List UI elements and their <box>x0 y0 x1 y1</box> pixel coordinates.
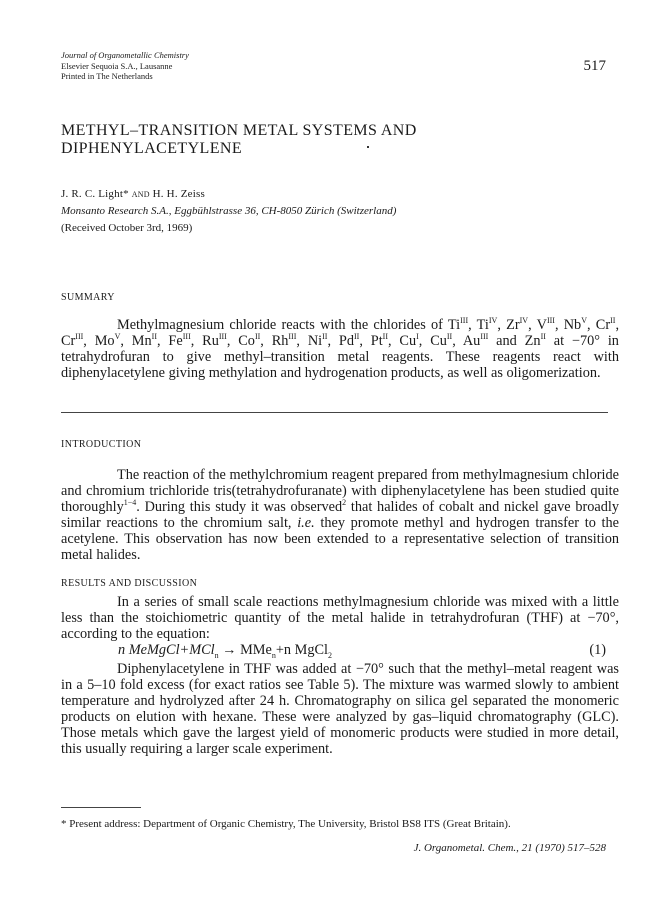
oxidation-state: III <box>75 332 84 342</box>
author-1: J. R. C. Light* <box>61 188 129 200</box>
journal-citation: J. Organometal. Chem., 21 (1970) 517–528 <box>413 842 606 854</box>
section-divider <box>61 412 608 413</box>
author-conjunction: and <box>131 188 150 200</box>
eq-arrow: → <box>218 642 241 658</box>
reference-2: 2 <box>342 498 347 508</box>
intro-text-a: The reaction of the methylchromium reagent prepared from methylmagnesium chloride and chromium trichloride tris(tetrahydrofuranate) with diphenylacetylene has been studied quite thoroughly <box>61 467 619 515</box>
journal-name: Journal of Organometallic Chemistry <box>61 50 189 60</box>
oxidation-state: II <box>446 332 453 342</box>
page-number: 517 <box>583 58 606 74</box>
summary-text: Methylmagnesium chloride reacts with the chlorides of $Ti^{III}$, $Ti^{IV}$, $Zr^{IV}$, $V^{III}$, $Nb^V$, $Cr^{II}$, $Cr^{III}$, $Mo^V$, $Mn^{II}$, $Fe^{III}$, $Ru^{III}$, $Co^{II}$, $Rh^{III}$, $Ni^{II}$, $Pd^{II}$, $Pt^{II}$, $Cu^I$, $Cu^{II}$, $Au^{III}$ and $Zn^{II}$ at −70° in tetrahydrofuran to give methyl–transition metal reagents. These reagents react with diphenylacetylene giving methylation and hydrogenation products, as well as oligomerization. <box>61 316 620 381</box>
results-text-1: In a series of small scale reactions methylmagnesium chloride was mixed with a little less than the stoichiometric quantity of the metal halide in tetrahydrofuran (THF) at −70°, according to the equation: <box>61 594 619 642</box>
equation-number: (1) <box>589 642 606 658</box>
author-2: H. H. Zeiss <box>152 188 205 200</box>
publisher: Elsevier Sequoia S.A., Lausanne <box>61 60 173 71</box>
affiliation: Monsanto Research S.A., Eggbühlstrasse 36, CH-8050 Zürich (Switzerland) <box>61 205 397 217</box>
introduction-paragraph <box>61 467 619 563</box>
oxidation-state: III <box>546 316 555 326</box>
oxidation-state: II <box>151 332 157 342</box>
oxidation-state: III <box>218 332 227 342</box>
oxidation-state: II <box>540 332 546 342</box>
oxidation-state: III <box>288 332 297 342</box>
oxidation-state: IV <box>488 316 498 326</box>
results-paragraph-2 <box>61 661 619 757</box>
speck-mark <box>367 146 369 148</box>
results-text-2: Diphenylacetylene in THF was added at −70° such that the methyl–metal reagent was in a 5–10 fold excess (for exact ratios see Table 5). The mixture was warmed slowly to ambient temperature and hydrolyzed after 24 h. Chromatography on silica gel separated the monomeric products on elution with hexane. These were analyzed by gas–liquid chromatography (GLC). Those metals which gave the largest yield of monomeric products were studied in more detail, this usually requiring a larger scale experiment. <box>61 661 619 757</box>
oxidation-state: II <box>353 332 360 342</box>
oxidation-state: V <box>581 316 587 326</box>
results-heading: RESULTS AND DISCUSSION <box>61 578 198 589</box>
article-title <box>61 122 621 158</box>
intro-text-b: . During this study it was observed <box>136 499 343 515</box>
oxidation-state: II <box>610 316 616 326</box>
journal-header <box>61 50 321 82</box>
equation-1 <box>118 642 332 659</box>
eq-sub-2: n <box>271 650 276 660</box>
summary-paragraph <box>61 317 619 381</box>
intro-text-d: they promote methyl and hydrogen transfer to the acetylene. This observation has now been extended to a representative selection of transition metal halides. <box>61 515 619 563</box>
oxidation-state: I <box>416 332 419 342</box>
oxidation-state: IV <box>519 316 529 326</box>
reference-1-4: 1−4 <box>123 498 137 508</box>
introduction-heading: INTRODUCTION <box>61 439 142 450</box>
intro-text-c: that halides of cobalt and nickel gave broadly similar reactions to the chromium salt, <box>61 499 620 531</box>
received-date: (Received October 3rd, 1969) <box>61 222 193 234</box>
authors <box>61 188 205 200</box>
eq-sub-1: n <box>214 650 219 660</box>
eq-rhs-2: +n MgCl <box>275 642 328 658</box>
printed-in: Printed in The Netherlands <box>61 71 153 81</box>
oxidation-state: II <box>382 332 388 342</box>
title-line-2: DIPHENYLACETYLENE <box>61 140 242 157</box>
oxidation-state: III <box>182 332 191 342</box>
oxidation-state: II <box>254 332 261 342</box>
title-line-1: METHYL–TRANSITION METAL SYSTEMS AND <box>61 122 417 139</box>
eq-lhs: n MeMgCl+MCl <box>118 642 215 658</box>
footnote-rule <box>61 807 141 808</box>
oxidation-state: II <box>322 332 328 342</box>
footnote: * Present address: Department of Organic Chemistry, The University, Bristol BS8 ITS (Great Britain). <box>61 818 511 830</box>
oxidation-state: III <box>480 332 489 342</box>
ie-abbrev: i.e. <box>297 515 315 531</box>
eq-sub-3: 2 <box>328 650 332 660</box>
eq-rhs: MMe <box>240 642 272 658</box>
oxidation-state: V <box>114 332 121 342</box>
results-paragraph-1 <box>61 594 619 642</box>
oxidation-state: III <box>460 316 469 326</box>
summary-heading: SUMMARY <box>61 292 115 303</box>
